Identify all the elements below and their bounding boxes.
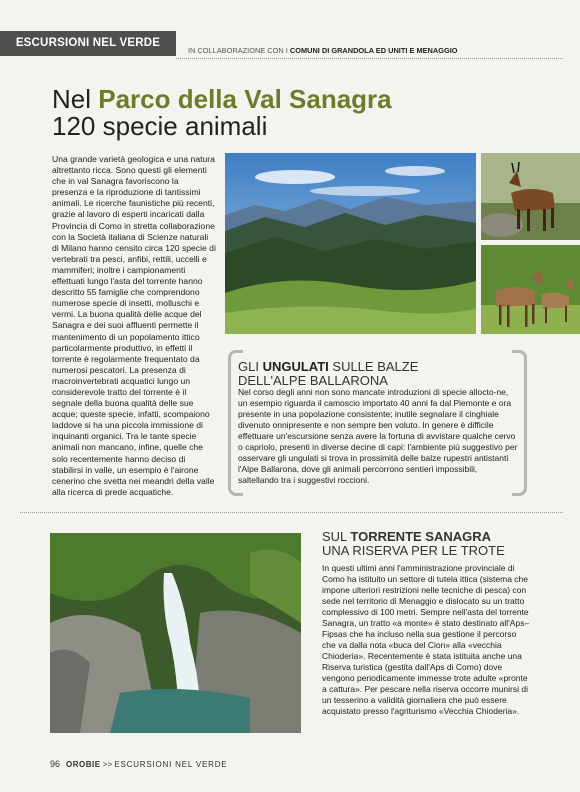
footer-section: ESCURSIONI NEL VERDE — [114, 760, 228, 769]
chamois-photo — [481, 153, 580, 240]
page-footer — [50, 759, 227, 769]
torrente-heading-bold: TORRENTE SANAGRA — [350, 529, 492, 544]
title-subline: 120 specie animali — [52, 111, 268, 141]
intro-article-text: Una grande varietà geologica e una natura altrettanto ricca. Sono questi gli elementi che in val Sanagra favoriscono la presenza e la riproduzione di tantissimi animali. Le ricerche faunistiche più recenti, grazie al lavoro di esperti incaricati dalla Provincia di Como in stretta collaborazione con la Società italiana di Scienze naturali di Milano hanno censito circa 120 specie di vertebrati tra pesci, anfibi, rettili, uccelli e mammiferi; inoltre i campionamenti effettuati lungo l'asta del torrente hanno descritto 55 famiglie che comprendono numerose specie di insetti, molluschi e vermi. La buona qualità delle acque del Sanagra e dei suoi affluenti permette il mantenimento di un popolamento ittico particolarmente produttivo, in effetti il torrente è regolarmente frequentato da numerosi pescatori. La presenza di macroinvertebrati acquatici lungo un considerevole tratto del torrente è il segnale della buona qualità delle sue acque; queste specie, infatti, scompaiono laddove si ha una piccola immissione di inquinanti organici. Tra le tante specie animali non mancano, infine, quelle che solo recentemente hanno deciso di stabilirsi in valle, un esempio è l'airone cenerino che svetta nei meandri della valle alla ricerca di prede acquatiche. — [52, 154, 216, 497]
page-number: 96 — [50, 759, 61, 769]
waterfall-photo — [50, 533, 301, 733]
torrente-heading-line2: UNA RISERVA PER LE TROTE — [322, 542, 505, 558]
ungulati-heading-post: SULLE BALZE — [328, 359, 419, 374]
collaboration-prefix: IN COLLABORAZIONE CON I — [188, 46, 290, 55]
title-prefix: Nel — [52, 84, 99, 114]
title-highlight: Parco della Val Sanagra — [98, 84, 392, 114]
ungulati-heading-bold: UNGULATI — [262, 359, 329, 374]
ungulati-heading — [238, 360, 528, 387]
torrente-heading-pre: SUL — [322, 529, 351, 544]
torrente-body-text: In questi ultimi anni l'amministrazione provinciale di Como ha istituito un settore di tutela ittica (sistema che impone ulteriori restrizioni nelle tecniche di pesca) con sede nel territorio di Menaggio e dislocato su un tratto complessivo di 100 metri. Sempre nell'asta del torrente Sanagra, un tratto «a monte» è stato destinato all'Aps–Fipsas che ha incluso nella sua gestione il percorso che va dalla nota «buca del Cion» alla «vecchia Chioderia». Recentemente è stata istituita anche una Riserva turistica (gestita dall'Aps di Como) dove vengono periodicamente immesse trote adulte «pronte a cattura». Per pescare nella riserva occorre munirsi di un tesserino a validità giornaliera che può essere acquistato presso l'agriturismo «Vecchia Chioderia». — [322, 563, 530, 716]
section-divider — [20, 512, 563, 513]
page-title — [52, 86, 552, 140]
footer-separator: >> — [100, 760, 115, 769]
header-divider — [176, 58, 563, 59]
torrente-heading — [322, 530, 542, 557]
section-tag: ESCURSIONI NEL VERDE — [0, 31, 176, 56]
ungulati-body-text: Nel corso degli anni non sono mancate introduzioni di specie allocto-ne, un esempio riguarda il camoscio importato 40 anni fa dal Piemonte e ora presente in una popolazione consistente; inutile segnalare il cinghiale divenuto onnipresente e non sempre ben voluto. In genere è difficile effettuare un'escursione senza avere la fortuna di avvistare qualche cervo o capriolo, presenti in diverse decine di capi: l'ambiente più suggestivo per osservare gli ungulati si trova in prossimità delle balze rupestri antistanti l'Alpe Ballarona, dove gli animali percorrono sentieri impossibili, saltellando tra i suggestivi roccioni. — [238, 387, 518, 485]
ungulati-heading-pre: GLI — [238, 359, 263, 374]
magazine-name: OROBIE — [66, 760, 101, 769]
mountain-landscape-photo — [225, 153, 476, 334]
collaboration-partners: COMUNI DI GRANDOLA ED UNITI E MENAGGIO — [289, 46, 458, 55]
deer-photo — [481, 245, 580, 334]
ungulati-heading-line2: DELL'ALPE BALLARONA — [238, 372, 388, 388]
collaboration-line — [188, 46, 458, 55]
